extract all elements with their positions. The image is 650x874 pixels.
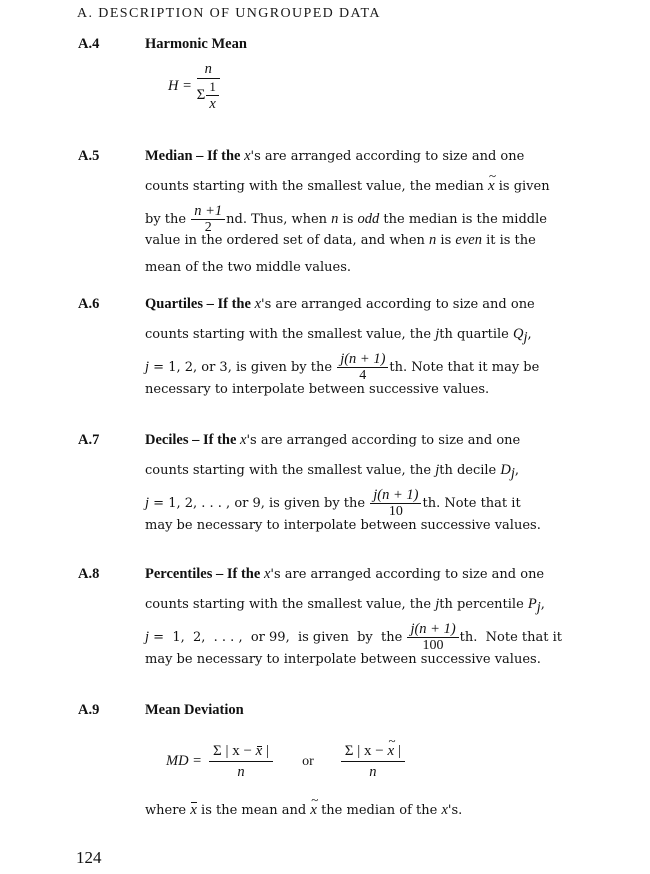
var-x: x	[263, 566, 271, 582]
text-line	[145, 294, 535, 314]
term-percentiles: Percentiles	[145, 566, 213, 582]
line-text: counts starting with the smallest value, the	[145, 597, 436, 612]
text-line	[145, 230, 536, 250]
harmonic-mean-formula	[168, 62, 221, 111]
var-n: n	[429, 232, 437, 248]
text-line	[145, 650, 541, 670]
numerator-text: Σ | x −	[344, 743, 388, 759]
section-number-a6: A.6	[78, 296, 100, 312]
var-j: j	[435, 326, 440, 342]
var-j: j	[145, 629, 150, 645]
line-text: = 1, 2, or 3, is given by the	[149, 360, 337, 375]
text-line	[145, 516, 541, 536]
text-line	[145, 430, 520, 450]
line-text: th quartile	[439, 327, 513, 342]
line-text: is the mean and	[196, 803, 311, 818]
line-text: ,	[540, 597, 545, 612]
text-line	[145, 324, 532, 344]
line-text: 's.	[447, 803, 463, 818]
section-title-mean-deviation: Mean Deviation	[145, 702, 244, 718]
numerator-text: |	[262, 743, 270, 759]
formula-lhs: MD =	[166, 753, 202, 769]
text-line	[145, 380, 489, 400]
emph-odd: odd	[357, 211, 380, 227]
line-text: nd. Thus, when	[226, 212, 332, 227]
text-line	[145, 203, 547, 235]
line-text: th percentile	[439, 597, 528, 612]
dash-text: – If the	[212, 566, 264, 582]
formula-lhs: H =	[168, 77, 192, 94]
text-line	[145, 460, 519, 480]
line-text: = 1, 2, . . . , or 99, is given by the	[149, 630, 407, 645]
section-number-a5: A.5	[78, 148, 100, 164]
formula-fraction	[197, 62, 220, 111]
inner-numerator: 1	[206, 80, 219, 96]
fraction-denominator: 10	[388, 504, 403, 519]
line-text: may be necessary to interpolate between successive values.	[145, 518, 541, 533]
median-x-tilde: ~ x	[488, 176, 495, 196]
decile-position-fraction	[370, 488, 421, 519]
mean-deviation-formula	[166, 744, 406, 779]
median-x-tilde: ~ x	[387, 744, 394, 758]
text-line	[145, 146, 524, 166]
line-text: counts starting with the smallest value, the	[145, 463, 436, 478]
line-text: = 1, 2, . . . , or 9, is given by the	[149, 496, 370, 511]
percentile-position-fraction	[407, 622, 458, 653]
section-title-harmonic-mean: Harmonic Mean	[145, 36, 247, 52]
fraction-denominator: 4	[359, 368, 367, 383]
line-text: is	[436, 233, 456, 248]
line-text: it is the	[481, 233, 536, 248]
inner-fraction	[206, 80, 219, 111]
fraction-numerator	[341, 744, 405, 762]
running-head: A. DESCRIPTION OF UNGROUPED DATA	[77, 6, 381, 21]
line-text: necessary to interpolate between successive values.	[145, 382, 490, 397]
var-x: x	[441, 802, 448, 818]
text-line	[145, 351, 540, 383]
var-j: j	[145, 495, 150, 511]
fraction-numerator: j(n + 1)	[370, 488, 421, 504]
line-text: 's are arranged according to size and one	[261, 297, 535, 312]
fraction-numerator: n +1	[191, 204, 225, 220]
dash-text: – If the	[192, 148, 245, 164]
fraction-denominator: 100	[422, 638, 444, 653]
subscript-j: j	[510, 465, 515, 482]
line-text: 's are arranged according to size and one	[250, 149, 525, 164]
fraction-denominator	[197, 79, 220, 111]
median-x-tilde: ~ x	[310, 800, 317, 820]
line-text: 's are arranged according to size and one	[270, 567, 545, 582]
sigma-symbol: Σ	[196, 86, 206, 103]
fraction-denominator: n	[237, 764, 245, 780]
symbol-q: Q	[512, 326, 524, 342]
line-text: mean of the two middle values.	[145, 260, 352, 275]
line-text: 's are arranged according to size and one	[246, 433, 521, 448]
page-number: 124	[76, 848, 102, 867]
term-quartiles: Quartiles	[145, 296, 203, 312]
dash-text: – If the	[203, 296, 255, 312]
var-j: j	[435, 462, 440, 478]
fraction-numerator	[209, 744, 273, 762]
fraction-numerator: j(n + 1)	[407, 622, 458, 638]
fraction-denominator: 2	[204, 220, 212, 235]
fraction-numerator: n	[197, 62, 220, 79]
emph-even: even	[455, 232, 482, 248]
line-text: may be necessary to interpolate between successive values.	[145, 652, 541, 667]
text-line	[145, 487, 521, 519]
line-text: counts starting with the smallest value, the	[145, 327, 436, 342]
subscript-j: j	[536, 599, 541, 616]
line-text: is given	[494, 179, 550, 194]
line-text: th decile	[439, 463, 501, 478]
var-j: j	[145, 359, 150, 375]
dash-text: – If the	[188, 432, 241, 448]
or-text: or	[302, 753, 314, 769]
text-line	[145, 621, 563, 653]
numerator-text: Σ | x −	[212, 743, 256, 759]
line-text: th. Note that it	[422, 496, 521, 511]
var-x: x	[254, 296, 261, 312]
md-fraction-median	[341, 744, 405, 779]
line-text: ,	[514, 463, 520, 478]
mean-x-bar: x	[255, 743, 263, 759]
line-text: th. Note that it	[459, 630, 563, 645]
text-line	[145, 594, 545, 614]
quartile-position-fraction	[337, 352, 388, 383]
term-median: Median	[145, 148, 193, 164]
line-text: where	[145, 803, 191, 818]
var-n: n	[331, 211, 339, 227]
line-text: value in the ordered set of data, and when	[145, 233, 430, 248]
section-number-a9: A.9	[78, 702, 100, 718]
var-x: x	[244, 148, 251, 164]
var-j: j	[435, 596, 440, 612]
mean-x-bar: x	[190, 802, 197, 818]
text-line	[145, 258, 351, 278]
line-text: counts starting with the smallest value, the median	[145, 179, 488, 194]
term-deciles: Deciles	[145, 432, 189, 448]
line-text: the median is the middle	[379, 212, 547, 227]
symbol-d: D	[500, 462, 511, 478]
inner-denominator: x	[209, 96, 216, 112]
text-line	[145, 176, 550, 196]
line-text: the median of the	[316, 803, 442, 818]
section-number-a4: A.4	[78, 36, 100, 52]
var-x: x	[240, 432, 247, 448]
text-line	[145, 800, 462, 820]
section-number-a7: A.7	[78, 432, 100, 448]
text-line	[145, 564, 544, 584]
section-number-a8: A.8	[78, 566, 100, 582]
symbol-p: P	[527, 596, 537, 612]
fraction-numerator: j(n + 1)	[337, 352, 388, 368]
numerator-text: |	[394, 743, 401, 759]
line-text: th. Note that it may be	[389, 360, 540, 375]
md-fraction-mean	[209, 744, 273, 779]
line-text: ,	[527, 327, 532, 342]
subscript-j: j	[523, 329, 528, 346]
line-text: by the	[145, 212, 191, 227]
line-text: is	[338, 212, 358, 227]
fraction-denominator: n	[369, 764, 377, 780]
